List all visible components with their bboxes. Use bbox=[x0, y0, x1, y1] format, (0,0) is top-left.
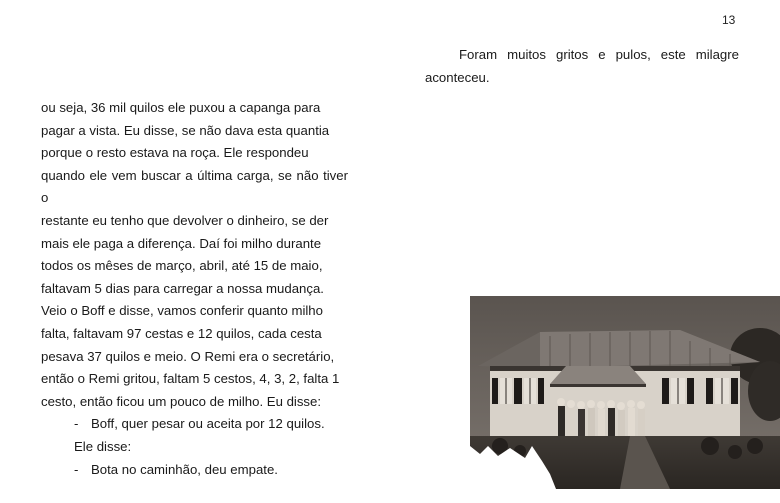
text-line: faltavam 5 dias para carregar a nossa mudança. bbox=[41, 280, 324, 296]
text-line: mais ele paga a diferença. Daí foi milho durante bbox=[41, 235, 322, 251]
text-line: porque o resto estava na roça. Ele respondeu bbox=[41, 145, 309, 161]
text-line: falta, faltavam 97 cestas e 12 quilos, cada cesta bbox=[41, 325, 322, 341]
text-line: todos os mêses de março, abril, até 15 de maio, bbox=[41, 258, 323, 274]
dialogue-text: Boff, quer pesar ou aceita por 12 quilos. bbox=[91, 416, 325, 432]
text-line: pesava 37 quilos e meio. O Remi era o secretário, bbox=[41, 348, 335, 364]
left-column bbox=[41, 97, 348, 481]
photo-illustration bbox=[470, 296, 780, 489]
text-line: cesto, então ficou um pouco de milho. Eu disse: bbox=[41, 393, 322, 409]
text-line: Veio o Boff e disse, vamos conferir quanto milho bbox=[41, 303, 323, 319]
text-line: restante eu tenho que devolver o dinheiro, se der bbox=[41, 212, 329, 228]
text-line: quando ele vem buscar a última carga, se não tiver o bbox=[41, 167, 348, 206]
dialogue-text: Bota no caminhão, deu empate. bbox=[91, 461, 278, 477]
dialogue-dash: - bbox=[74, 416, 79, 432]
right-paragraph bbox=[425, 44, 739, 89]
dialogue-line-2 bbox=[74, 436, 348, 459]
dialogue-dash: - bbox=[74, 461, 79, 477]
house-photograph bbox=[470, 296, 780, 489]
text-line: pagar a vista. Eu disse, se não dava esta quantia bbox=[41, 122, 330, 138]
page-number: 13 bbox=[722, 13, 736, 27]
dialogue-line-3 bbox=[74, 459, 348, 482]
text-line: então o Remi gritou, faltam 5 cestos, 4, 3, 2, falta 1 bbox=[41, 371, 340, 387]
dialogue-line-1 bbox=[74, 413, 348, 436]
dialogue-text: Ele disse: bbox=[74, 438, 132, 454]
main-paragraph bbox=[41, 97, 348, 413]
text-line: ou seja, 36 mil quilos ele puxou a capanga para bbox=[41, 100, 321, 115]
right-paragraph-text: Foram muitos gritos e pulos, este milagre aconteceu. bbox=[425, 47, 739, 85]
